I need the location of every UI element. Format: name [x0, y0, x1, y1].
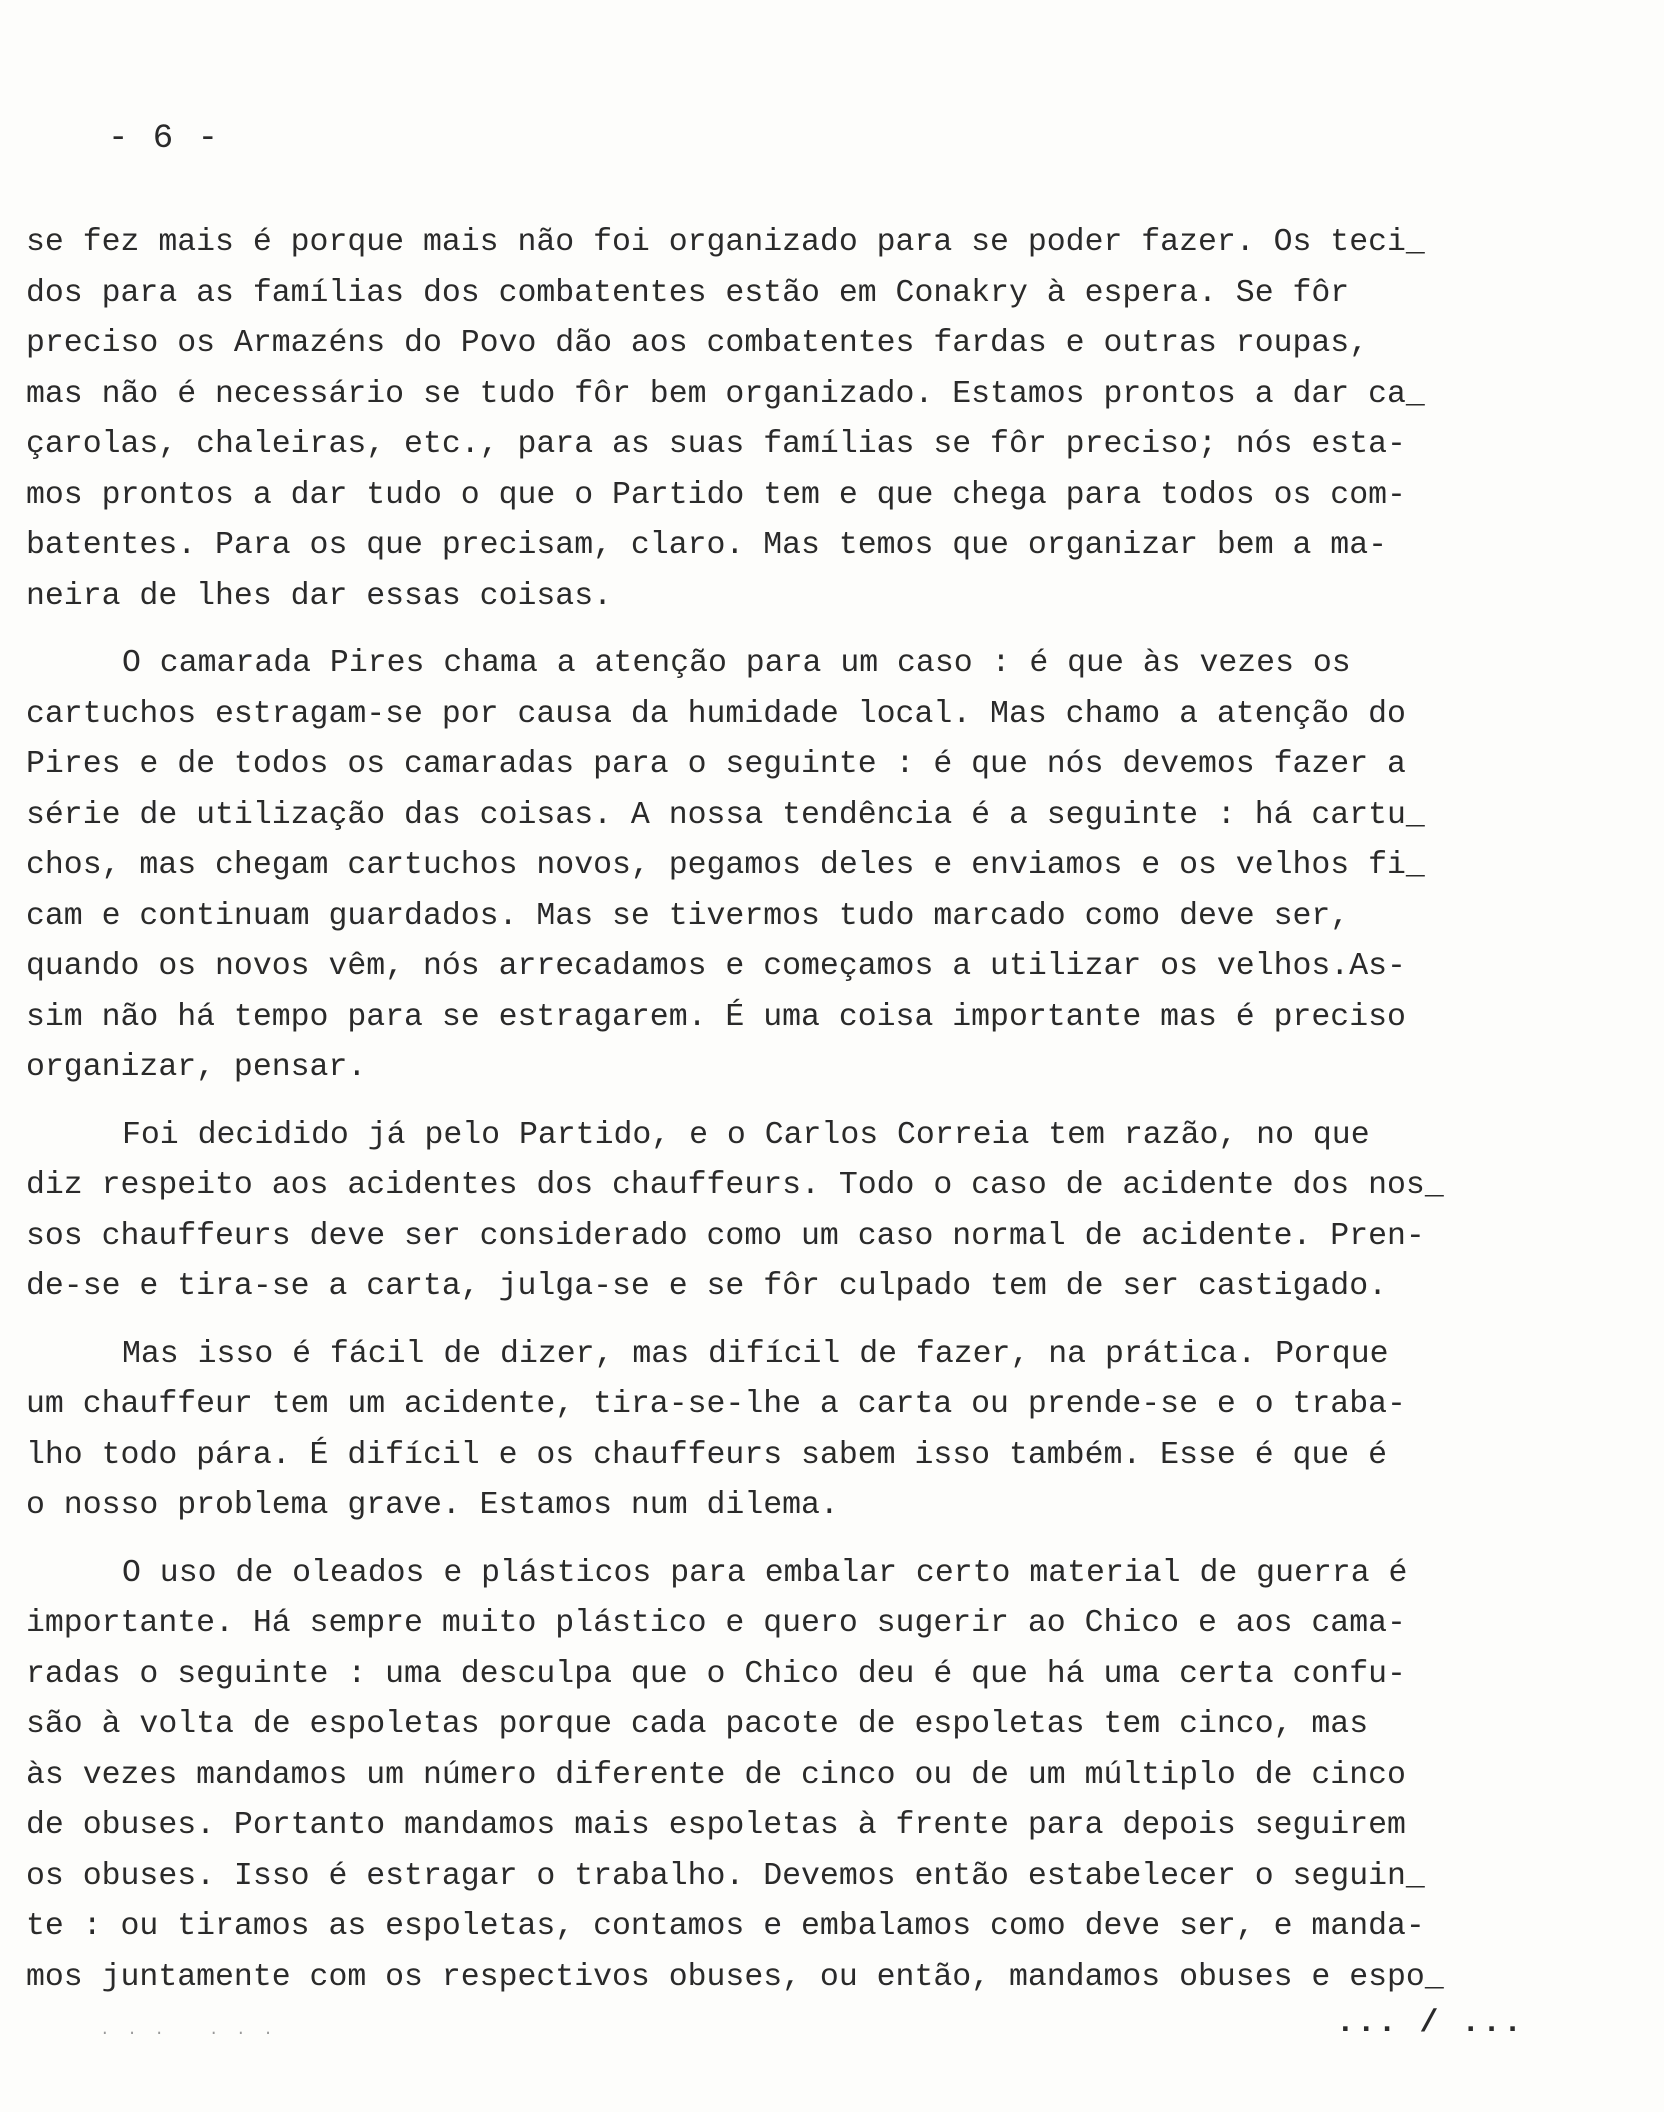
- text-line: O uso de oleados e plásticos para embalar certo material de guerra é: [122, 1555, 1408, 1591]
- text-line: se fez mais é porque mais não foi organizado para se poder fazer. Os teci_: [26, 225, 1425, 260]
- text-line: os obuses. Isso é estragar o trabalho. Devemos então estabelecer o seguin_: [26, 1858, 1425, 1894]
- text-line: mos prontos a dar tudo o que o Partido tem e que chega para todos os com-: [26, 477, 1406, 513]
- text-line: çarolas, chaleiras, etc., para as suas famílias se fôr preciso; nós esta-: [26, 427, 1406, 462]
- text-line: o nosso problema grave. Estamos num dilema.: [26, 1488, 839, 1523]
- paragraph-5: [26, 1549, 1546, 2004]
- paragraph-1: [26, 218, 1546, 622]
- page-number: - 6 -: [108, 120, 221, 158]
- text-line: sos chauffeurs deve ser considerado como um caso normal de acidente. Pren-: [26, 1218, 1425, 1254]
- text-line: diz respeito aos acidentes dos chauffeurs. Todo o caso de acidente dos nos_: [26, 1168, 1444, 1203]
- text-line: Pires e de todos os camaradas para o seguinte : é que nós devemos fazer a: [26, 747, 1406, 782]
- text-line: um chauffeur tem um acidente, tira-se-lhe a carta ou prende-se e o traba-: [26, 1387, 1406, 1422]
- text-line: chos, mas chegam cartuchos novos, pegamos deles e enviamos e os velhos fi_: [26, 848, 1425, 883]
- text-line: lho todo pára. É difícil e os chauffeurs sabem isso também. Esse é que é: [26, 1437, 1388, 1473]
- text-line: importante. Há sempre muito plástico e quero sugerir ao Chico e aos cama-: [26, 1606, 1406, 1641]
- text-line: às vezes mandamos um número diferente de cinco ou de um múltiplo de cinco: [26, 1757, 1406, 1793]
- continuation-marker: ... / ...: [1335, 2006, 1524, 2041]
- text-line: O camarada Pires chama a atenção para um caso : é que às vezes os: [122, 646, 1351, 681]
- text-line: mos juntamente com os respectivos obuses, ou então, mandamos obuses e espo_: [26, 1959, 1444, 1995]
- text-line: organizar, pensar.: [26, 1050, 367, 1085]
- paragraph-3: [26, 1111, 1546, 1313]
- body-text: [26, 218, 1546, 2020]
- text-line: sim não há tempo para se estragarem. É uma coisa importante mas é preciso: [26, 999, 1406, 1035]
- text-line: série de utilização das coisas. A nossa tendência é a seguinte : há cartu_: [26, 797, 1425, 833]
- paragraph-2: [26, 639, 1546, 1094]
- text-line: de obuses. Portanto mandamos mais espoletas à frente para depois seguirem: [26, 1808, 1406, 1843]
- text-line: dos para as famílias dos combatentes estão em Conakry à espera. Se fôr: [26, 275, 1350, 311]
- paragraph-4: [26, 1330, 1546, 1532]
- text-line: quando os novos vêm, nós arrecadamos e começamos a utilizar os velhos.As-: [26, 949, 1406, 984]
- text-line: neira de lhes dar essas coisas.: [26, 578, 612, 614]
- text-line: Foi decidido já pelo Partido, e o Carlos Correia tem razão, no que: [122, 1117, 1370, 1153]
- text-line: cartuchos estragam-se por causa da humidade local. Mas chamo a atenção do: [26, 696, 1406, 732]
- text-line: são à volta de espoletas porque cada pacote de espoletas tem cinco, mas: [26, 1707, 1369, 1742]
- text-line: batentes. Para os que precisam, claro. Mas temos que organizar bem a ma-: [26, 528, 1388, 563]
- text-line: de-se e tira-se a carta, julga-se e se fôr culpado tem de ser castigado.: [26, 1269, 1388, 1304]
- text-line: Mas isso é fácil de dizer, mas difícil de fazer, na prática. Porque: [122, 1336, 1389, 1372]
- text-line: radas o seguinte : uma desculpa que o Chico deu é que há uma certa confu-: [26, 1656, 1406, 1692]
- text-line: preciso os Armazéns do Povo dão aos combatentes fardas e outras roupas,: [26, 326, 1369, 361]
- scan-speckle: · · · · · ·: [100, 2024, 277, 2042]
- text-line: cam e continuam guardados. Mas se tivermos tudo marcado como deve ser,: [26, 898, 1350, 934]
- text-line: te : ou tiramos as espoletas, contamos e embalamos como deve ser, e manda-: [26, 1909, 1425, 1944]
- text-line: mas não é necessário se tudo fôr bem organizado. Estamos prontos a dar ca_: [26, 376, 1425, 412]
